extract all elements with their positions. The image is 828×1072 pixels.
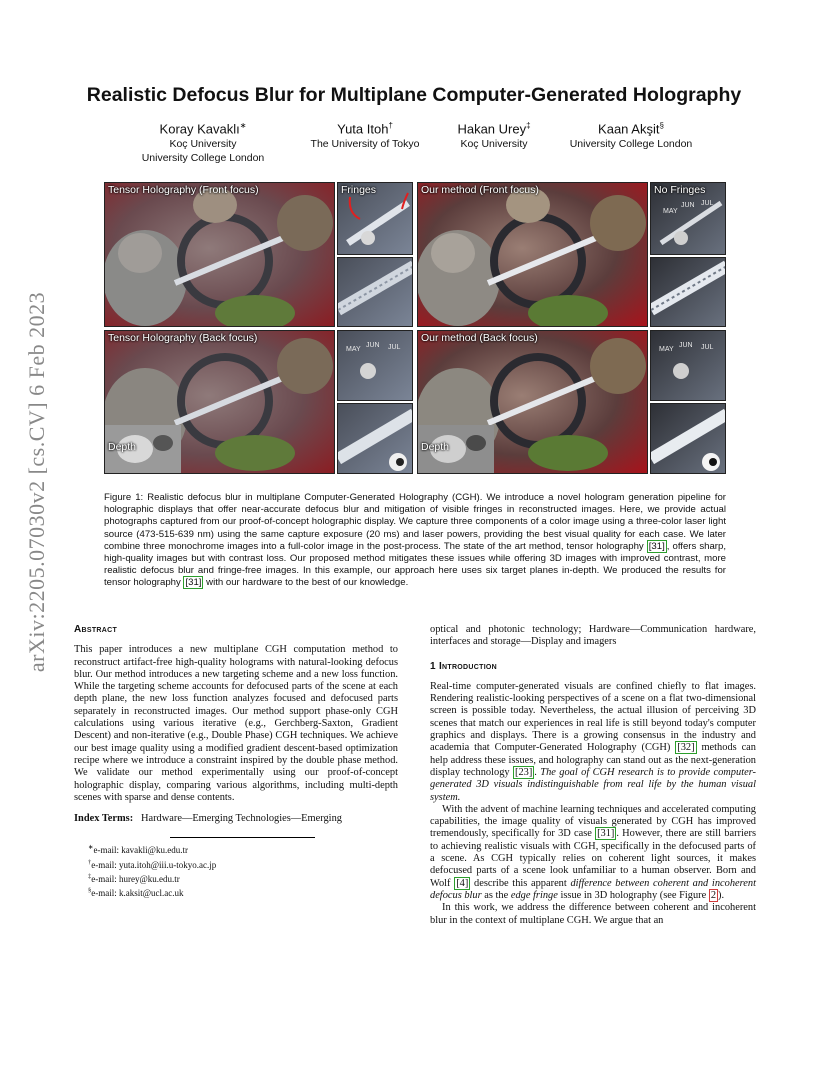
abstract-text: This paper introduces a new multiplane CGH computation method to reconstruct artifact-free high-quality holograms with natural-looking defocus blur. Our method introduces a new targeting scheme and a new loss function. While the targeting scheme accounts for defocused parts of the scene at each depth plane, the new loss function analyzes focused and defocused parts separately in reconstructed images. Our method support phase-only CGH calculations using various iterative (e.g., Gerchberg-Saxton, Gradient Descent) and non-iterative (e.g., Double Phase) CGH techniques. We achieve our best image quality using a modified gradient descent-based optimization recipe where we introduce a constraint inspired by the double phase method. We validate our method experimentally using our proof-of-concept holographic display, comparing various algorithms, including multi-depth scenes with sparse and dense contents.	[74, 644, 398, 803]
caption-text: with our hardware to the best of our knowledge.	[203, 577, 409, 589]
tensor-back-image	[104, 330, 335, 474]
footnote	[88, 842, 398, 856]
dial-month: JUL	[701, 200, 714, 207]
no-fringes-zoom-top	[650, 182, 726, 255]
author-affiliation: Koç University	[169, 138, 237, 151]
ours-back-zoom-top	[650, 330, 726, 401]
author-mark: †	[388, 121, 393, 130]
intro-paragraph: Real-time computer-generated visuals are confined chiefly to flat images. Rendering realistic-looking perspectives of a scene on a flat two-dimensional screen is possible today. Nevertheless, the actual illusion of perceiving 3D scenes that match our experiences in real life is still beyond today's computer graphics and displays. There is a growing consensus in the industry and academia that Computer-Generated Holography (CGH) [32] methods can help address these issues, and holography can stand out as the next-generation display technology [23] . The goal of CGH research is to provide computer-generated 3D visuals indistinguishable from real life by the human visual system.	[430, 680, 756, 803]
footnote	[88, 885, 398, 899]
figure-caption	[104, 492, 726, 590]
ours-front-label: Our method (Front focus)	[421, 184, 539, 196]
fringes-zoom-top	[337, 182, 413, 255]
author-block	[560, 117, 702, 151]
tensor-front-label: Tensor Holography (Front focus)	[108, 184, 259, 196]
ours-back-image	[417, 330, 648, 474]
emphasis-text: difference between coherent and incoherent defocus blur	[430, 877, 756, 901]
citation-link[interactable]: [23]	[514, 766, 533, 778]
arxiv-stamp	[26, 292, 48, 672]
fringes-zoom-bottom	[337, 257, 413, 327]
depth-label: Depth	[108, 441, 137, 453]
tensor-back-label: Tensor Holography (Back focus)	[108, 332, 258, 344]
author-block	[444, 117, 544, 151]
footnote-mark: §	[88, 887, 92, 895]
author-affiliation: Koç University	[460, 138, 528, 151]
footnote-rule	[170, 837, 315, 838]
tensor-back-zoom-top	[337, 330, 413, 401]
author-mark: ∗	[239, 121, 247, 130]
author-name: Hakan Urey	[457, 121, 527, 137]
footnote-text: e-mail: hurey@ku.edu.tr	[91, 874, 180, 885]
left-column	[74, 624, 398, 900]
author-affiliation: The University of Tokyo	[310, 138, 420, 151]
author-block	[128, 117, 278, 165]
index-terms-text: Hardware—Emerging Technologies—Emerging	[140, 813, 342, 825]
dial-month: JUL	[388, 344, 401, 351]
author-mark: ‡	[526, 121, 531, 130]
footnote	[88, 857, 398, 871]
tensor-back-zoom-bottom	[337, 403, 413, 474]
footnote-mark: ∗	[88, 844, 94, 852]
no-fringes-zoom-bottom	[650, 257, 726, 327]
author-name: Kaan Akşit	[598, 121, 660, 137]
arxiv-stamp-text: arXiv:2205.07030v2 [cs.CV] 6 Feb 2023	[24, 291, 49, 673]
dial-month: JUN	[366, 342, 380, 349]
citation-link[interactable]: [32]	[677, 742, 695, 754]
no-fringes-label: No Fringes	[654, 184, 706, 196]
author-affiliation: University College London	[569, 138, 693, 151]
figure-reference-link[interactable]: 2	[710, 889, 717, 901]
dial-month: JUN	[681, 202, 695, 209]
footnote	[88, 871, 398, 885]
caption-text: Figure 1: Realistic defocus blur in multiplane Computer-Generated Holography (CGH). We introduce a novel hologram generation pipeline for holographic displays that offer near-accurate defocus blur and mitigation of visible fringes in reconstructed images. Here, we provide actual photographs captured from our proof-of-concept holographic display. We capture three components of a color image using a three-color laser light source (473-515-639 nm) using the same capture exposure (20 ms) and laser powers, providing the best visual quality for each case. We later combine three monochrome images into a full-color image in the post-process. The state of the art method, tensor holography	[104, 492, 726, 552]
dial-month: JUL	[701, 344, 714, 351]
fringes-label: Fringes	[341, 184, 377, 196]
author-block	[300, 117, 430, 151]
author-mark: §	[659, 121, 664, 130]
intro-paragraph: With the advent of machine learning techniques and accelerated computing capabilities, the image quality of visuals generated by CGH has improved tremendously, specifically for 3D case [31] . However, there are still barriers to achieving realistic visuals with CGH, specifically in the defocused parts of a scene. As CGH typically relies on coherent light sources, it makes defocused parts of a scene look unfamiliar to a human observer. Born and Wolf [4] describe this apparent difference between coherent and incoherent defocus blur as the edge fringe issue in 3D holography (see Figure 2 ).	[430, 803, 756, 901]
tensor-front-image	[104, 182, 335, 327]
ours-back-label: Our method (Back focus)	[421, 332, 538, 344]
citation-link[interactable]: [31]	[597, 828, 615, 840]
index-terms	[74, 813, 398, 825]
caption-text: , offers sharp, high-quality images but with contrast loss. Our proposed method mitigates these issues while offering 3D images with improved contrast, more realistic defocus blur and fringe-free images. In this example, our approach here uses six target planes in-depth. We produced the results for tensor holography	[104, 540, 726, 589]
footnote-text: e-mail: k.aksit@ucl.ac.uk	[91, 888, 184, 899]
citation-link[interactable]: [31]	[185, 577, 202, 589]
emphasis-text: The goal of CGH research is to provide computer-generated 3D visuals indistinguishable from real life by the human visual system.	[430, 766, 756, 803]
emphasis-text: edge fringe	[510, 889, 558, 901]
intro-paragraph: In this work, we address the difference between coherent and incoherent blur in the context of multiplane CGH. We argue that an	[430, 902, 756, 926]
author-affiliation: University College London	[141, 152, 265, 165]
paper-title: Realistic Defocus Blur for Multiplane Computer-Generated Holography	[86, 84, 742, 106]
footnote-text: e-mail: yuta.itoh@iii.u-tokyo.ac.jp	[91, 859, 217, 870]
index-terms-label: Index Terms:	[74, 813, 134, 825]
dial-month: MAY	[663, 208, 678, 215]
depth-label: Depth	[421, 441, 450, 453]
dial-month: MAY	[659, 346, 674, 353]
citation-link[interactable]: [4]	[456, 877, 469, 889]
introduction-heading: 1 Introduction	[430, 660, 498, 672]
citation-link[interactable]: [31]	[648, 540, 665, 552]
ours-front-image	[417, 182, 648, 327]
right-column	[430, 624, 756, 927]
ours-back-zoom-bottom	[650, 403, 726, 474]
dial-month: JUN	[679, 342, 693, 349]
dial-month: MAY	[346, 346, 361, 353]
footnote-text: e-mail: kavakli@ku.edu.tr	[93, 845, 188, 856]
author-name: Yuta Itoh	[337, 121, 389, 137]
author-name: Koray Kavaklı	[159, 121, 240, 137]
footnote-mark: †	[88, 858, 92, 866]
footnote-mark: ‡	[88, 873, 92, 881]
index-terms-continued: optical and photonic technology; Hardware—Communication hardware, interfaces and storage—Display and imagers	[430, 624, 756, 648]
figure-1	[104, 182, 726, 474]
abstract-heading: Abstract	[74, 624, 118, 635]
